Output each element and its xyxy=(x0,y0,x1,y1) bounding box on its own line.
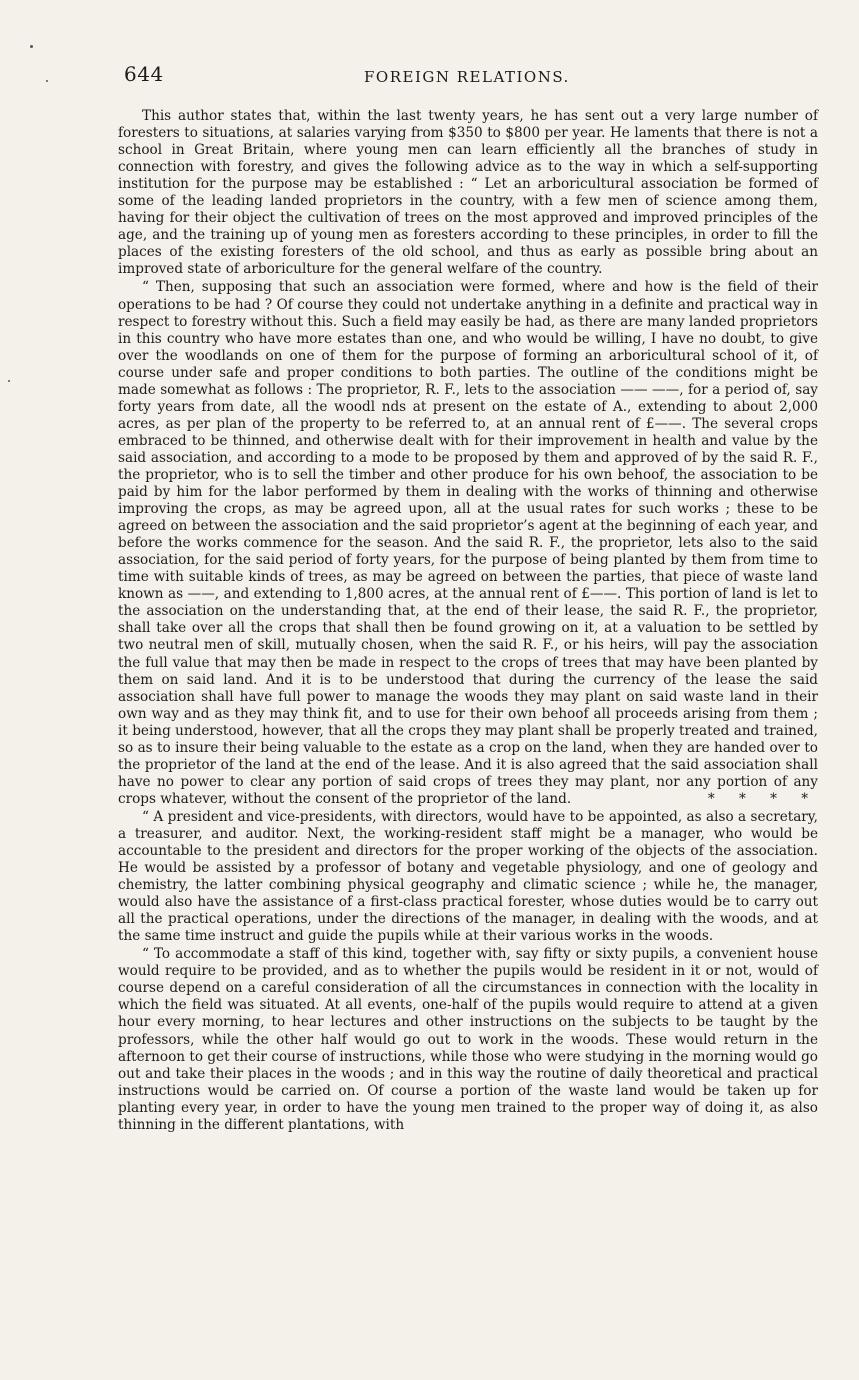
scan-speck xyxy=(46,80,48,82)
body-text xyxy=(118,108,818,1134)
running-head: FOREIGN RELATIONS. xyxy=(364,68,570,86)
scan-speck xyxy=(8,380,10,382)
paragraph-2-text: “ Then, supposing that such an association were formed, where and how is the field of their operations to be had ? Of course they could not undertake anything in a definite and practical way in respect to forestry without this. Such a field may easily be had, as there are many landed proprietors in this country who have more estates than one, and who would be willing, I have no doubt, to give over the woodlands on one of them for the purpose of forming an arboricultural school of it, of course under safe and proper conditions to both parties. The outline of the conditions might be made somewhat as follows : The proprietor, R. F., lets to the association —— ——, for a period of, say forty years from date, all the woodl nds at present on the estate of A., extending to about 2,000 acres, as per plan of the property to be referred to, at an annual rent of £——. The several crops embraced to be thinned, and otherwise dealt with for their improvement in health and value by the said association, and according to a mode to be proposed by them and approved of by the said R. F., the proprietor, who is to sell the timber and other produce for his own behoof, the association to be paid by him for the labor performed by them in dealing with the works of thinning and otherwise improving the crops, as may be agreed upon, all at the usual rates for such works ; these to be agreed on between the association and the said proprietor’s agent at the beginning of each year, and before the works commence for the season. And the said R. F., the proprietor, lets also to the said association, for the said period of forty years, for the purpose of being planted by them from time to time with suitable kinds of trees, as may be agreed on between the parties, that piece of waste land known as ——, and extending to 1,800 acres, at the annual rent of £——. This portion of land is let to the association on the understanding that, at the end of their lease, the said R. F., the proprietor, shall take over all the crops that shall then be found growing on it, at a valuation to be settled by two neutral men of skill, mutually chosen, when the said R. F., or his heirs, will pay the association the full value that may then be made in respect to the crops of trees that may have been planted by them on said land. And it is to be understood that during the currency of the lease the said association shall have full power to manage the woods they may plant on said waste land in their own way and as they may think fit, and to use for their own behoof all proceeds arising from them ; it being understood, however, that all the crops they may plant shall be properly treated and trained, so as to insure their being valuable to the estate as a crop on the land, when they are handed over to the proprietor of the land at the end of the lease. And it is also agreed that the said association shall have no power to clear any portion of said crops of trees they may plant, nor any portion of any crops whatever, without the consent of the proprietor of the land. xyxy=(118,279,818,807)
paragraph-3: “ A president and vice-presidents, with directors, would have to be appointed, as also a secretary, a treasurer, and auditor. Next, the working-resident staff might be a manager, who would be accountable to the president and directors for the proper working of the objects of the association. He would be assisted by a professor of botany and vegetable physiology, and one of geology and chemistry, the latter combining physical geography and climatic science ; while he, the manager, would also have the assistance of a first-class practical forester, whose duties would be to carry out all the practical operations, under the directions of the manager, in dealing with the woods, and at the same time instruct and guide the pupils while at their various works in the woods. xyxy=(118,808,818,945)
section-break-asterisks: * * * * xyxy=(707,790,818,807)
paragraph-4: “ To accommodate a staff of this kind, together with, say fifty or sixty pupils, a convenient house would require to be provided, and as to whether the pupils would be resident in it or not, would of course depend on a careful consideration of all the circumstances in connection with the locality in which the field was situated. At all events, one-half of the pupils would require to attend at a given hour every morning, to hear lectures and other instructions on the subjects to be taught by the professors, while the other half would go out to work in the woods. These would return in the afternoon to get their course of instructions, while those who were studying in the morning would go out and take their places in the woods ; and in this way the routine of daily theoretical and practical instructions would be carried on. Of course a portion of the waste land would be taken up for planting every year, in order to have the young men trained to the proper way of doing it, as also thinning in the different plantations, with xyxy=(118,946,818,1133)
page-header xyxy=(124,62,824,92)
paragraph-2 xyxy=(118,279,818,807)
page-number: 644 xyxy=(124,62,164,86)
scan-speck xyxy=(30,45,33,48)
paragraph-1: This author states that, within the last twenty years, he has sent out a very large number of foresters to situations, at salaries varying from $350 to $800 per year. He laments that there is not a school in Great Britain, where young men can learn efficiently all the branches of study in connection with forestry, and gives the following advice as to the way in which a self-supporting institution for the purpose may be established : “ Let an arboricultural association be formed of some of the leading landed proprietors in the country, with a few men of science among them, having for their object the cultivation of trees on the most approved and improved principles of the age, and the training up of young men as foresters according to these principles, in order to fill the places of the existing foresters of the old school, and thus as early as possible bring about an improved state of arboriculture for the general welfare of the country. xyxy=(118,108,818,278)
